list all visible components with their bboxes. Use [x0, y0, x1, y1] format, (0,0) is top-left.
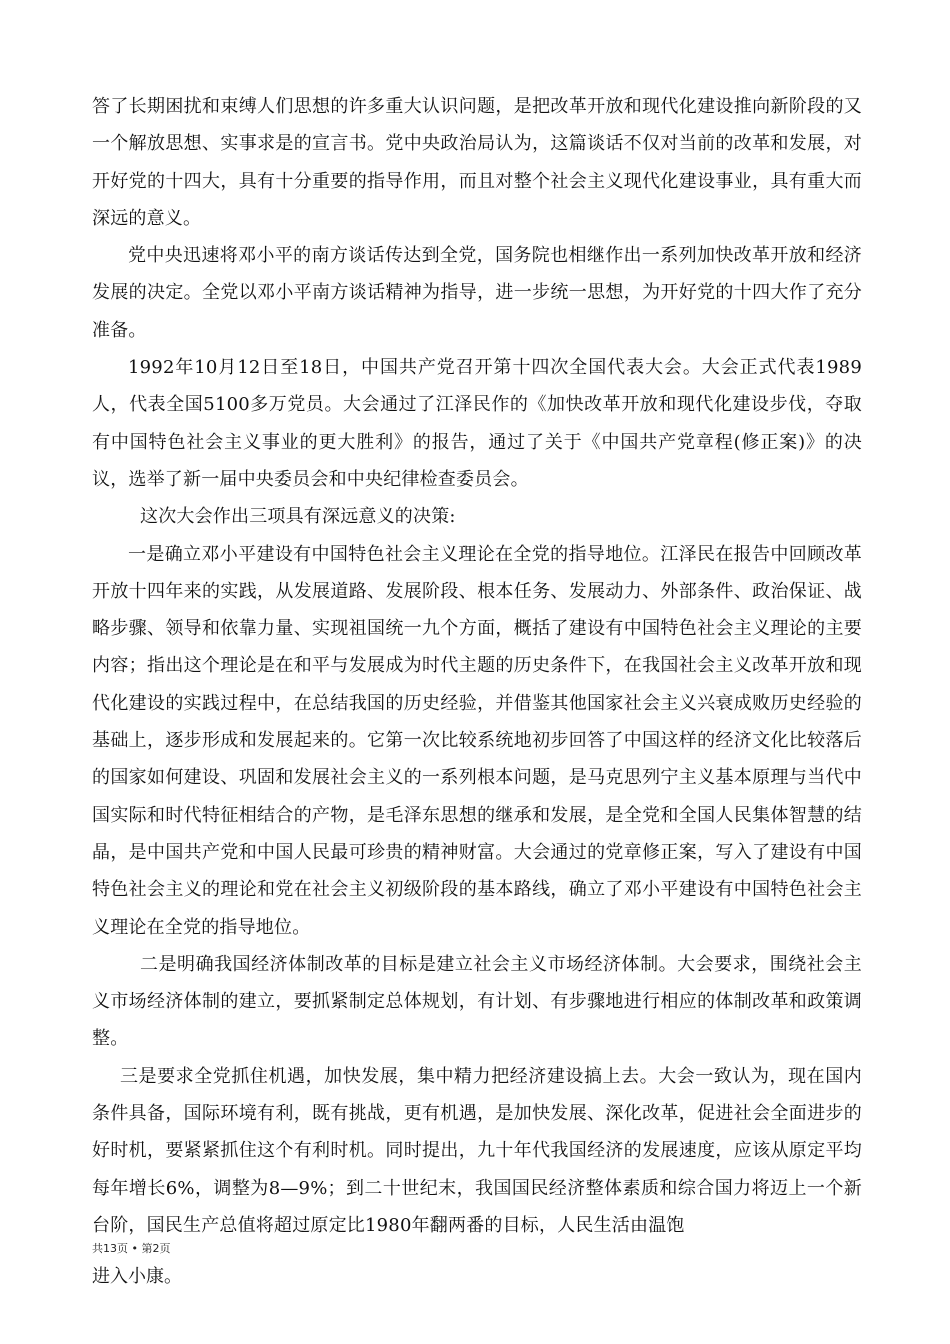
continuation-text: 进入小康。: [92, 1266, 182, 1287]
paragraph-1: 答了长期困扰和束缚人们思想的许多重大认识问题，是把改革开放和现代化建设推向新阶段的又一个解放思想、实事求是的宣言书。党中央政治局认为，这篇谈话不仅对当前的改革和发展，对开好党的十四大，具有十分重要的指导作用，而且对整个社会主义现代化建设事业，具有重大而深远的意义。: [92, 96, 862, 229]
paragraph-7: 三是要求全党抓住机遇，加快发展，集中精力把经济建设搞上去。大会一致认为，现在国内条件具备，国际环境有利，既有挑战，更有机遇，是加快发展、深化改革，促进社会全面进步的好时机，要紧紧抓住这个有利时机。同时提出，九十年代我国经济的发展速度，应该从原定平均每年增长6%，调整为8—9%；到二十世纪末，我国国民经济整体素质和综合国力将迈上一个新台阶，国民生产总值将超过原定比1980年翻两番的目标，人民生活由温饱: [92, 1065, 862, 1236]
document-body: [92, 88, 862, 1244]
paragraph-2: 党中央迅速将邓小平的南方谈话传达到全党，国务院也相继作出一系列加快改革开放和经济发展的决定。全党以邓小平南方谈话精神为指导，进一步统一思想，为开好党的十四大作了充分准备。: [92, 245, 862, 341]
page-footer: 共13页 • 第2页: [92, 1242, 171, 1255]
paragraph-5: 一是确立邓小平建设有中国特色社会主义理论在全党的指导地位。江泽民在报告中回顾改革开放十四年来的实践，从发展道路、发展阶段、根本任务、发展动力、外部条件、政治保证、战略步骤、领导和依靠力量、实现祖国统一九个方面，概括了建设有中国特色社会主义理论的主要内容；指出这个理论是在和平与发展成为时代主题的历史条件下，在我国社会主义改革开放和现代化建设的实践过程中，在总结我国的历史经验，并借鉴其他国家社会主义兴衰成败历史经验的基础上，逐步形成和发展起来的。它第一次比较系统地初步回答了中国这样的经济文化比较落后的国家如何建设、巩固和发展社会主义的一系列根本问题，是马克思列宁主义基本原理与当代中国实际和时代特征相结合的产物，是毛泽东思想的继承和发展，是全党和全国人民集体智慧的结晶，是中国共产党和中国人民最可珍贵的精神财富。大会通过的党章修正案，写入了建设有中国特色社会主义的理论和党在社会主义初级阶段的基本路线，确立了邓小平建设有中国特色社会主义理论在全党的指导地位。: [92, 543, 862, 938]
paragraph-4: 这次大会作出三项具有深远意义的决策:: [140, 506, 456, 528]
paragraph-3: 1992年10月12日至18日，中国共产党召开第十四次全国代表大会。大会正式代表1989人，代表全国5100多万党员。大会通过了江泽民作的《加快改革开放和现代化建设步伐，夺取有中国特色社会主义事业的更大胜利》的报告，通过了关于《中国共产党章程(修正案)》的决议，选举了新一届中央委员会和中央纪律检查委员会。: [92, 357, 862, 490]
paragraph-6: 二是明确我国经济体制改革的目标是建立社会主义市场经济体制。大会要求，围绕社会主义市场经济体制的建立，要抓紧制定总体规划，有计划、有步骤地进行相应的体制改革和政策调整。: [92, 953, 862, 1050]
